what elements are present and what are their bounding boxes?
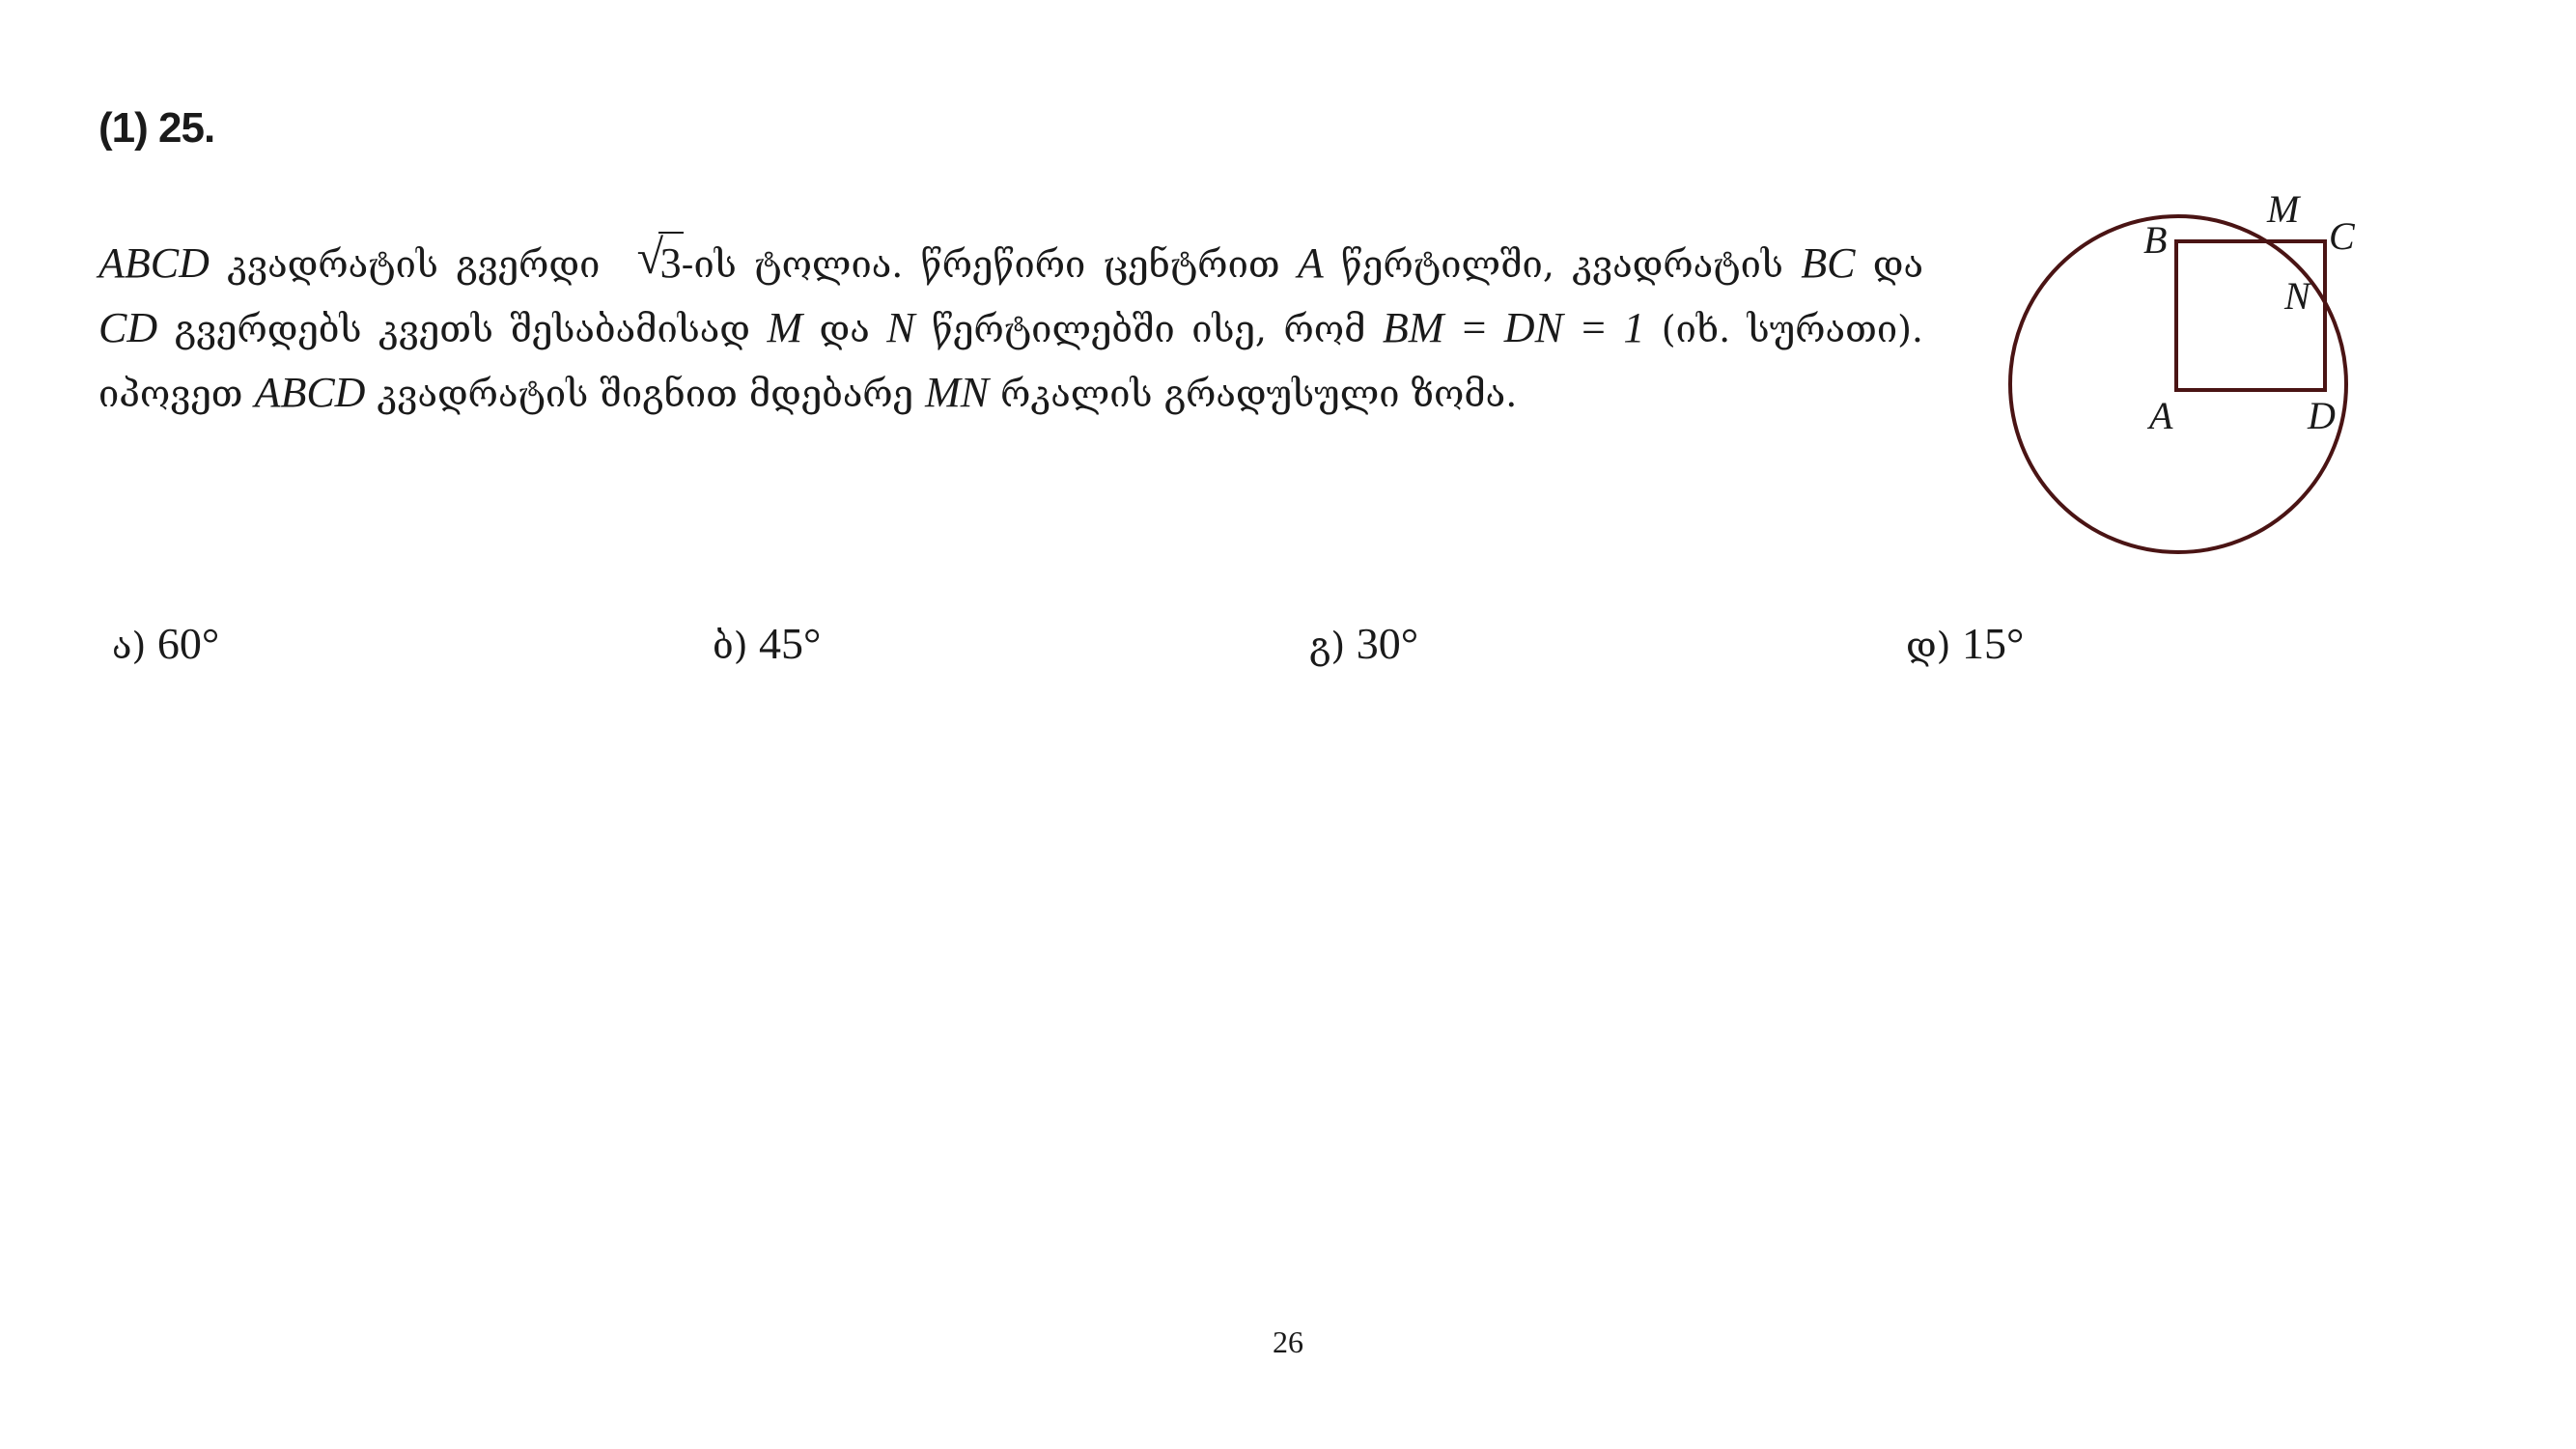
text-segment: რკალის გრადუსული ზომა.: [989, 373, 1518, 415]
point-m: M: [767, 304, 803, 351]
text-segment: და: [1855, 243, 1923, 286]
point-a: A: [1297, 239, 1324, 287]
square-name: ABCD: [254, 369, 366, 416]
equation: BM = DN = 1: [1382, 304, 1645, 351]
text-segment: -ის ტოლია. წრეწირი ცენტრით: [681, 243, 1298, 286]
answer-value: 60°: [156, 619, 220, 668]
answer-value: 45°: [759, 619, 822, 668]
answer-option-d[interactable]: [1906, 618, 2024, 669]
problem-number: (1) 25.: [98, 104, 215, 152]
side-cd: CD: [98, 304, 158, 351]
answer-letter: დ): [1906, 625, 1951, 667]
label-c: C: [2329, 214, 2355, 258]
answer-options: [112, 618, 2333, 676]
answer-option-c[interactable]: [1309, 618, 1418, 669]
side-bc: BC: [1801, 239, 1856, 287]
answer-value: 15°: [1962, 619, 2025, 668]
sqrt-bar: [658, 232, 684, 234]
label-a: A: [2149, 394, 2173, 437]
sqrt-expression: [637, 232, 682, 294]
square-name: ABCD: [98, 239, 210, 287]
problem-statement: [98, 232, 1923, 426]
answer-letter: გ): [1309, 625, 1346, 667]
label-d: D: [2308, 394, 2336, 437]
text-segment: წერტილებში ისე, რომ: [914, 308, 1383, 350]
text-segment: კვადრატის შიგნით მდებარე: [365, 373, 926, 415]
answer-letter: ა): [112, 625, 147, 667]
label-m: M: [2267, 187, 2300, 231]
point-n: N: [886, 304, 915, 351]
sqrt-sign: √: [636, 230, 664, 284]
text-segment: წერტილში, კვადრატის: [1323, 243, 1802, 286]
sqrt-value: 3: [659, 239, 682, 287]
geometry-figure: [1989, 183, 2394, 570]
answer-value: 30°: [1356, 619, 1419, 668]
text-segment: (იხ. სურათი). იპოვეთ: [98, 308, 1923, 415]
label-b: B: [2143, 218, 2168, 262]
text-segment: და: [802, 308, 887, 350]
answer-option-b[interactable]: [713, 618, 821, 669]
page-number: 26: [1273, 1324, 1303, 1359]
answer-option-a[interactable]: [112, 618, 219, 669]
arc-mn: MN: [925, 369, 990, 416]
answer-letter: ბ): [713, 625, 748, 667]
text-segment: გვერდებს კვეთს შესაბამისად: [157, 308, 768, 350]
text-segment: კვადრატის გვერდი: [209, 243, 618, 286]
label-n: N: [2284, 274, 2310, 318]
